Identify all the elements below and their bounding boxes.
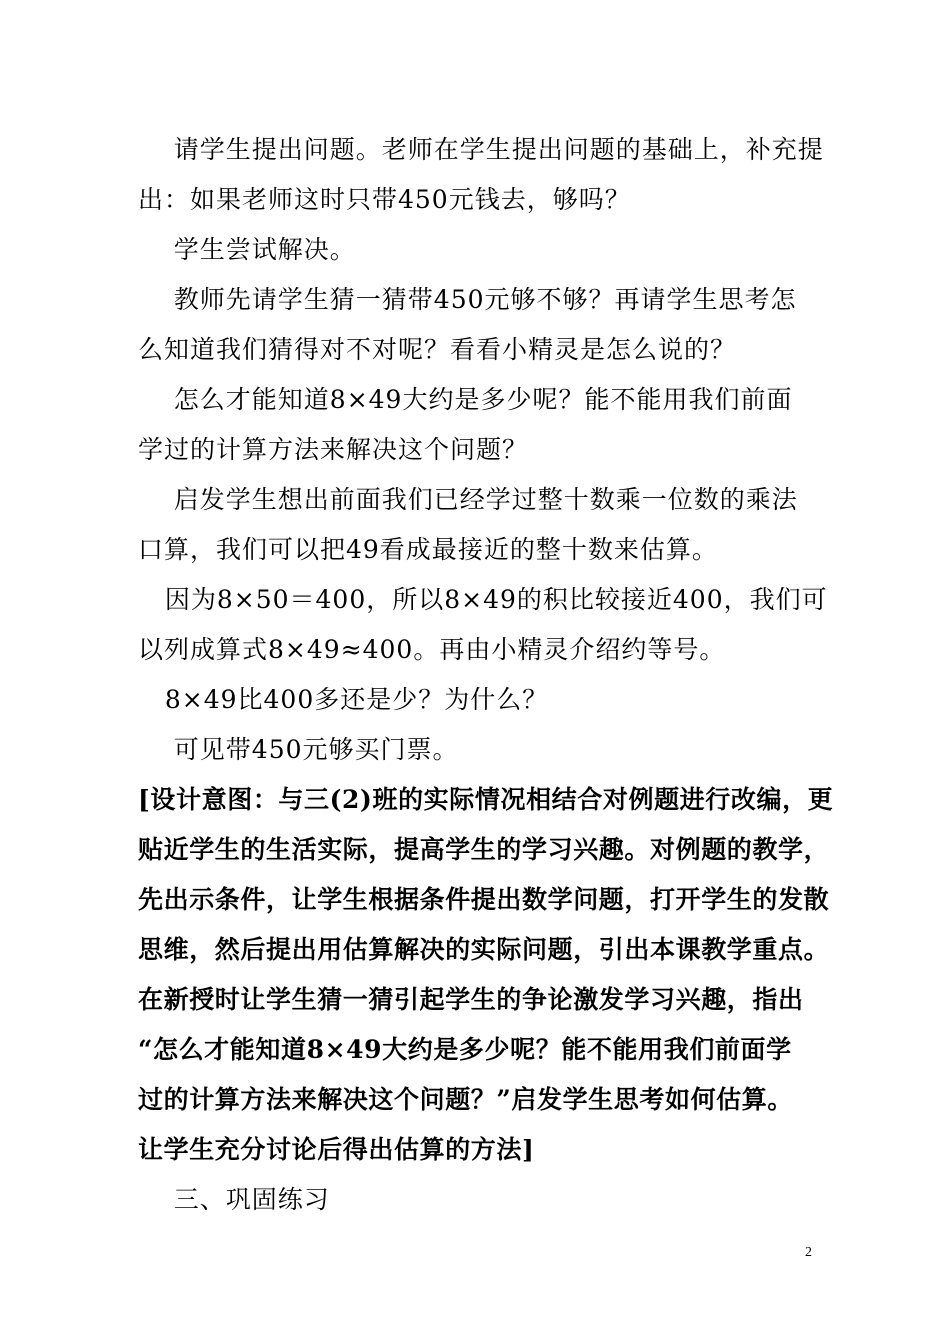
- paragraph-line: 教师先请学生猜一猜带450元够不够？再请学生思考怎: [138, 285, 797, 314]
- design-intent-line: 过的计算方法来解决这个问题？”启发学生思考如何估算。: [138, 1085, 793, 1114]
- page-number: 2: [805, 1245, 812, 1260]
- paragraph-line: 可见带450元够买门票。: [138, 735, 459, 764]
- paragraph-line: 学过的计算方法来解决这个问题？: [138, 435, 529, 464]
- design-intent-line: “怎么才能知道8×49大约是多少呢？能不能用我们前面学: [138, 1035, 792, 1064]
- design-intent-line: 让学生充分讨论后得出估算的方法]: [138, 1135, 535, 1164]
- paragraph-line: 出：如果老师这时只带450元钱去，够吗？: [138, 185, 631, 214]
- paragraph-line: 口算，我们可以把49看成最接近的整十数来估算。: [138, 535, 718, 564]
- paragraph-line: 启发学生想出前面我们已经学过整十数乘一位数的乘法: [138, 485, 798, 514]
- section-heading: 三、巩固练习: [138, 1185, 330, 1214]
- design-intent-line: 贴近学生的生活实际，提高学生的学习兴趣。对例题的教学，: [138, 835, 830, 864]
- design-intent-line: 在新授时让学生猜一猜引起学生的争论激发学习兴趣，指出: [138, 985, 804, 1014]
- design-intent-line: [设计意图：与三(2)班的实际情况相结合对例题进行改编，更: [138, 785, 834, 814]
- paragraph-line: 请学生提出问题。老师在学生提出问题的基础上，补充提: [138, 135, 824, 164]
- paragraph-line: 学生尝试解决。: [138, 235, 356, 264]
- paragraph-line: 8×49比400多还是少？为什么？: [138, 685, 549, 714]
- design-intent-line: 先出示条件，让学生根据条件提出数学问题，打开学生的发散: [138, 885, 830, 914]
- paragraph-line: 以列成算式8×49≈400。再由小精灵介绍约等号。: [138, 635, 726, 664]
- design-intent-line: 思维，然后提出用估算解决的实际问题，引出本课教学重点。: [138, 935, 830, 964]
- paragraph-line: 因为8×50＝400，所以8×49的积比较接近400，我们可: [138, 585, 828, 614]
- paragraph-line: 怎么才能知道8×49大约是多少呢？能不能用我们前面: [138, 385, 793, 414]
- paragraph-line: 么知道我们猜得对不对呢？看看小精灵是怎么说的？: [138, 335, 737, 364]
